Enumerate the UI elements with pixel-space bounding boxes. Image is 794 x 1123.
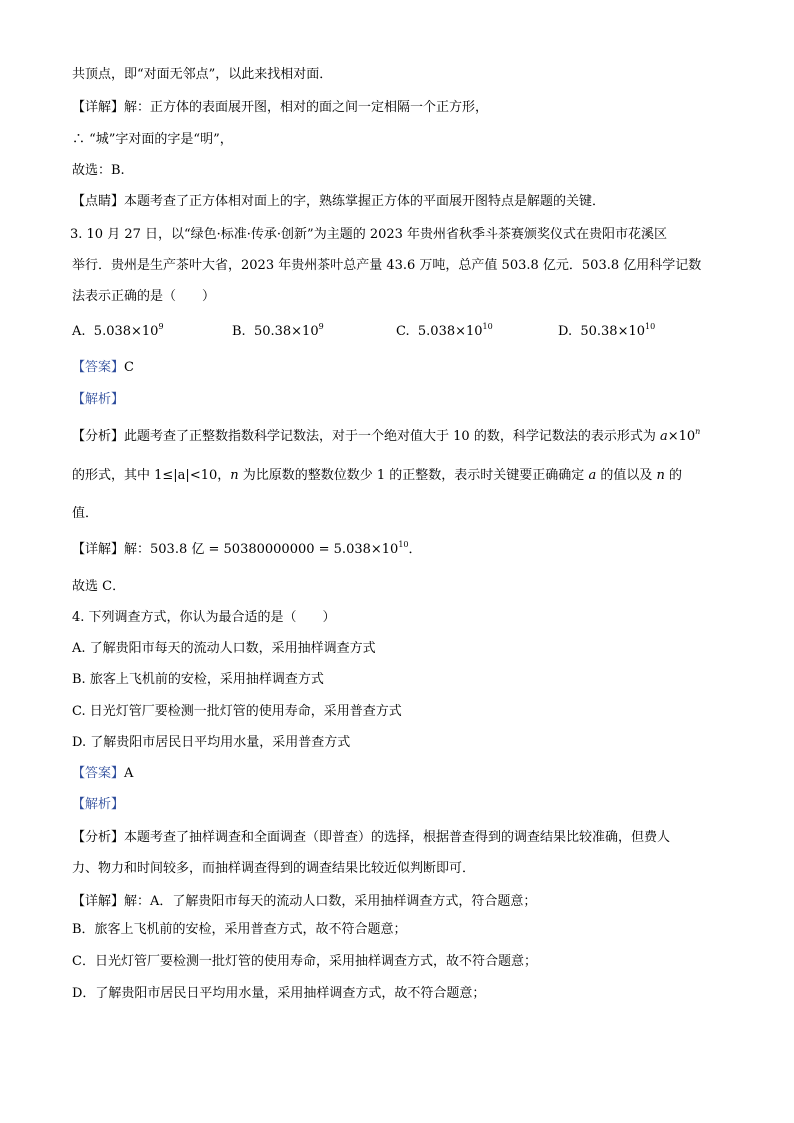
q4-detail-line-c: C．日光灯管厂要检测一批灯管的使用寿命，采用抽样调查方式，故不符合题意； bbox=[72, 954, 537, 969]
q4-detail-line-d: D．了解贵阳市居民日平均用水量，采用抽样调查方式，故不符合题意； bbox=[72, 986, 486, 1001]
prev-text-line-3: ∴ “城”字对面的字是“明”， bbox=[72, 132, 233, 147]
q3-detail-line: 【详解】解：503.8 亿 = $50380000000 = 5.038\times 10^{10}$． bbox=[72, 540, 422, 557]
prev-comment-line bbox=[72, 193, 605, 211]
q3-answer-line bbox=[72, 359, 134, 377]
q3-stem-line-3: 法表示正确的是（ ） bbox=[72, 289, 216, 304]
q4-analysis-line-2: 力、物力和时间较多，而抽样调查得到的调查结果比较近似判断即可． bbox=[72, 861, 476, 876]
answer-tag: 【答案】 bbox=[72, 360, 125, 375]
q3-option-b: B. $50.38\times 10^9$ bbox=[232, 322, 324, 339]
q3-choose-line: 故选 C． bbox=[72, 579, 126, 594]
q4-option-d: D. 了解贵阳市居民日平均用水量，采用普查方式 bbox=[72, 735, 351, 750]
detail-tag: 【详解】 bbox=[72, 894, 125, 909]
q4-analysis-line-1: 【分析】本题考查了抽样调查和全面调查（即普查）的选择，根据普查得到的调查结果比较准确，但费人 bbox=[72, 830, 671, 845]
q4-option-b: B. 旅客上飞机前的安检，采用抽样调查方式 bbox=[72, 672, 324, 687]
prev-detail-line bbox=[72, 99, 488, 117]
q4-option-a: A. 了解贵阳市每天的流动人口数，采用抽样调查方式 bbox=[72, 641, 376, 656]
q4-option-c: C. 日光灯管厂要检测一批灯管的使用寿命，采用普查方式 bbox=[72, 704, 402, 719]
q4-detail-line-b: B．旅客上飞机前的安检，采用普查方式，故不符合题意； bbox=[72, 922, 407, 937]
comment-tag: 【点睛】 bbox=[72, 194, 125, 209]
q3-option-a: A. $5.038\times 10^9$ bbox=[72, 322, 164, 339]
q3-stem-line-1: 3. 10 月 27 日，以“绿色·标准·传承·创新”为主题的 2023 年贵州省秋季斗茶赛颁奖仪式在贵阳市花溪区 bbox=[70, 227, 668, 242]
q3-analysis-line-3: 值． bbox=[72, 506, 99, 521]
q3-analysis-line-2: 的形式，其中 1≤|a|<10，n 为比原数的整数位数少 1 的正整数，表示时关键要正确确定 a 的值以及 n 的 bbox=[72, 468, 682, 483]
prev-text-line-1: 共顶点，即“对面无邻点”，以此来找相对面． bbox=[72, 67, 333, 82]
answer-value: A bbox=[124, 766, 134, 781]
answer-tag: 【答案】 bbox=[72, 766, 125, 781]
q4-stem: 4. 下列调查方式，你认为最合适的是（ ） bbox=[72, 610, 336, 625]
q4-analysis-tag: 【解析】 bbox=[72, 797, 125, 812]
q3-analysis-line-1: 【分析】此题考查了正整数指数科学记数法，对于一个绝对值大于 10 的数，科学记数法的表示形式为 $a\times 10^n$ bbox=[72, 427, 701, 444]
detail-tag: 【详解】 bbox=[72, 100, 125, 115]
detail-tag: 【详解】 bbox=[72, 542, 125, 557]
detail-text: 解：正方体的表面展开图，相对的面之间一定相隔一个正方形， bbox=[124, 100, 489, 115]
q3-option-c: C. $5.038\times 10^{10}$ bbox=[396, 322, 493, 339]
comment-text: 本题考查了正方体相对面上的字，熟练掌握正方体的平面展开图特点是解题的关键． bbox=[124, 194, 606, 209]
answer-value: C bbox=[124, 360, 134, 375]
analysis-tag: 【分析】 bbox=[72, 830, 125, 845]
analysis-tag: 【分析】 bbox=[72, 429, 125, 444]
q4-detail-line-a: 【详解】解：A．了解贵阳市每天的流动人口数，采用抽样调查方式，符合题意； bbox=[72, 894, 537, 909]
prev-choose-line: 故选：B. bbox=[72, 163, 125, 178]
q3-analysis-tag: 【解析】 bbox=[72, 392, 125, 407]
q4-answer-line bbox=[72, 765, 133, 783]
q3-stem-line-2: 举行．贵州是生产茶叶大省，2023 年贵州茶叶总产量 43.6 万吨，总产值 503.8 亿元．503.8 亿用科学记数 bbox=[72, 258, 702, 273]
q3-option-d: D. $50.38\times 10^{10}$ bbox=[558, 322, 656, 339]
